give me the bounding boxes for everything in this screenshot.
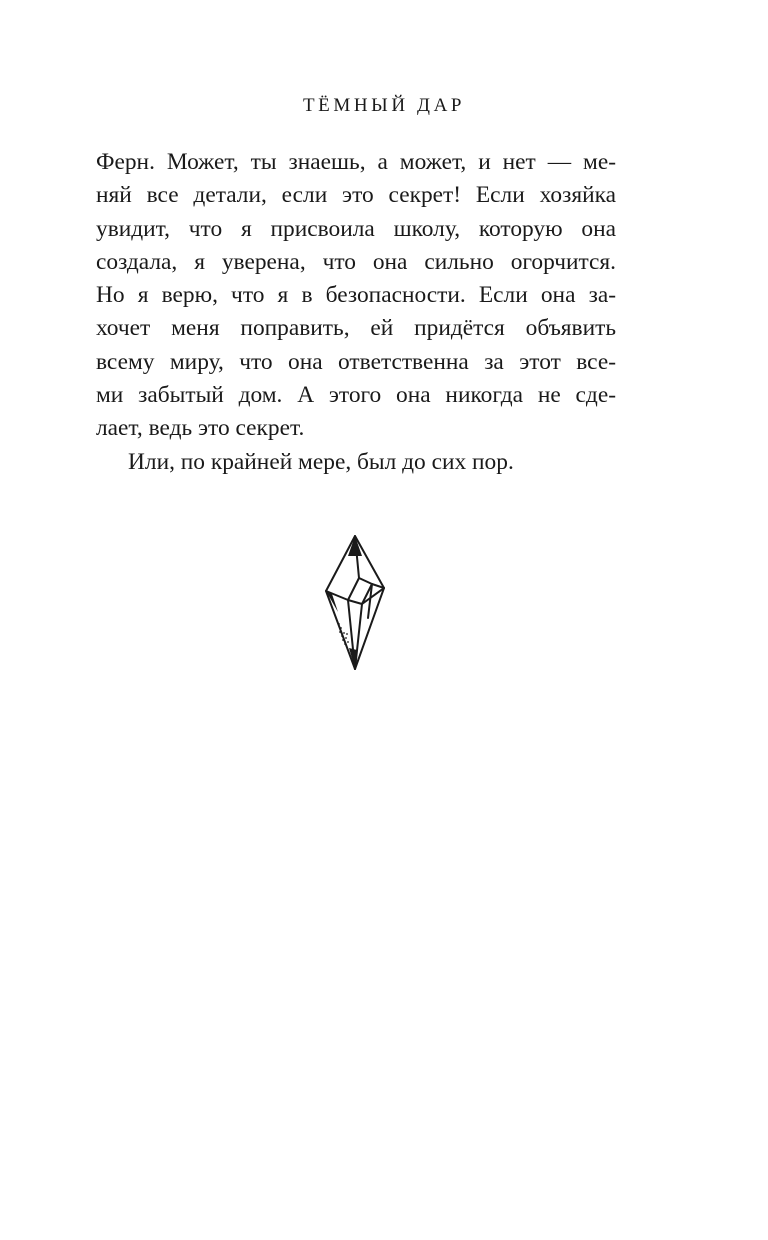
text-line: всему миру, что она ответственна за этот все- — [96, 348, 616, 375]
paragraph-2 — [96, 446, 616, 479]
text-line: Или, по крайней мере, был до сих пор. — [128, 448, 514, 475]
text-line: создала, я уверена, что она сильно огорчится. — [96, 248, 616, 275]
text-line: Но я верю, что я в безопасности. Если она за- — [96, 282, 616, 309]
text-line: няй все детали, если это секрет! Если хозяйка — [96, 182, 616, 209]
paragraph-1 — [96, 146, 616, 446]
text-line: увидит, что я присвоила школу, которую она — [96, 215, 616, 242]
text-line: ми забытый дом. А этого она никогда не сде- — [96, 382, 616, 409]
text-line: лает, ведь это секрет. — [96, 415, 305, 442]
text-line: хочет меня поправить, ей придётся объявить — [96, 315, 616, 342]
text-line: Ферн. Может, ты знаешь, а может, и нет — ме- — [96, 149, 616, 175]
running-header-title: ТЁМНЫЙ ДАР — [302, 95, 466, 116]
crystal-gem-icon — [322, 534, 388, 672]
body-text — [96, 146, 616, 479]
